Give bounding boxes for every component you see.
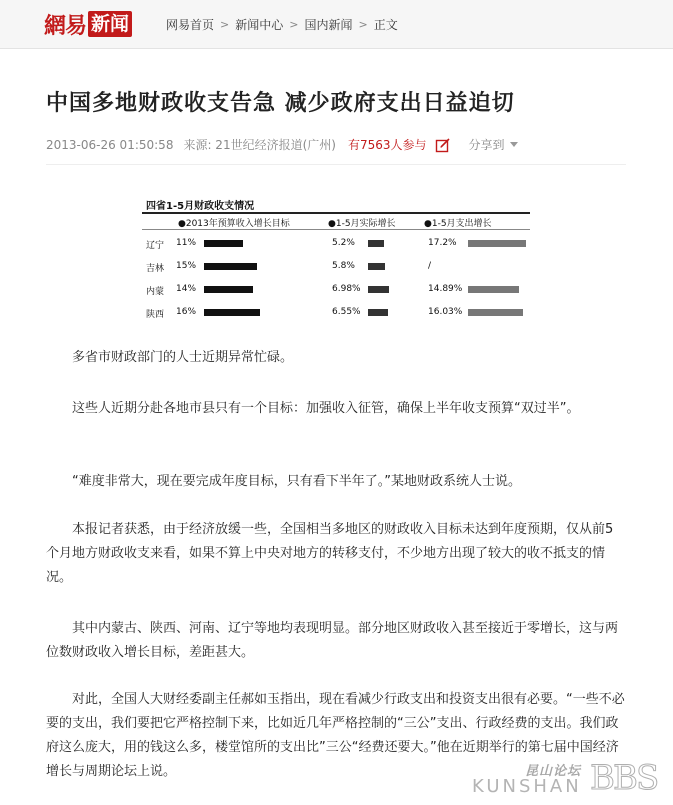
chart-spend-value: 16.03%	[428, 307, 463, 317]
breadcrumb-separator: >	[220, 18, 230, 31]
header-divider	[46, 164, 626, 165]
chart-column-header-actual: ●1-5月实际增长	[328, 219, 396, 229]
breadcrumb-news-center[interactable]: 新闻中心	[235, 18, 284, 32]
chevron-down-icon	[510, 142, 518, 147]
article-paragraph: 多省市财政部门的人士近期异常忙碌。	[72, 350, 294, 365]
chart-row-label: 辽宁	[146, 241, 165, 251]
chart-spend-bar	[468, 286, 519, 293]
article-paragraph: 对此，全国人大财经委副主任郝如玉指出，现在看减少行政支出和投资支出很有必要。“一些不必要的支出，我们要把它严格控制下来，比如近几年严格控制的“三公”支出、行政经费的支出。我们政府这么庞大，用的钱这么多，楼堂馆所的支出比”三公“经费还要大。”他在近期举行的第七届中国经济增长与周期论坛上说。	[46, 692, 625, 779]
chart-actual-value: 6.98%	[332, 284, 361, 294]
chart-column-header-spend: ●1-5月支出增长	[424, 219, 492, 229]
chart-header-separator	[142, 229, 530, 230]
chart-actual-value: 5.2%	[332, 238, 355, 248]
netease-news-logo[interactable]	[44, 9, 132, 39]
breadcrumb-separator: >	[358, 18, 368, 31]
chart-title: 四省1-5月财政收支情况	[146, 201, 255, 212]
chart-budget-value: 16%	[176, 307, 197, 317]
publish-timestamp: 2013-06-26 01:50:58	[46, 137, 174, 152]
chart-actual-bar	[368, 286, 389, 293]
watermark-bbs-text: BBS	[590, 758, 658, 798]
chart-actual-value: 5.8%	[332, 261, 355, 271]
chart-budget-bar	[204, 309, 260, 316]
chart-actual-bar	[368, 309, 388, 316]
chart-spend-value: /	[428, 261, 432, 271]
chart-actual-bar	[368, 240, 384, 247]
participants-count-link[interactable]: 有7563人参与	[347, 138, 427, 152]
chart-row-label: 吉林	[146, 264, 165, 274]
chart-header-rule	[142, 212, 530, 214]
kunshan-bbs-watermark	[470, 760, 670, 802]
chart-actual-value: 6.55%	[332, 307, 361, 317]
article-paragraph: 其中内蒙古、陕西、河南、辽宁等地均表现明显。部分地区财政收入甚至接近于零增长，这与两位数财政收入增长目标，差距甚大。	[46, 621, 619, 660]
chart-column-header-budget: ●2013年预算收入增长目标	[178, 219, 290, 229]
chart-spend-bar	[468, 309, 523, 316]
breadcrumb-domestic-news[interactable]: 国内新闻	[304, 18, 353, 32]
chart-spend-value: 14.89%	[428, 284, 463, 294]
logo-text-netease: 網易	[44, 12, 87, 39]
top-navigation-bar	[0, 0, 673, 49]
logo-text-news: 新闻	[88, 11, 132, 37]
share-dropdown[interactable]	[469, 136, 518, 153]
breadcrumb-separator: >	[289, 18, 299, 31]
watermark-top-text: 昆山论坛	[525, 764, 582, 779]
chart-actual-bar	[368, 263, 385, 270]
chart-row-label: 内蒙	[146, 287, 165, 297]
chart-budget-bar	[204, 263, 257, 270]
watermark-bottom-text: KUNSHAN	[472, 776, 582, 797]
article-paragraph: “难度非常大，现在要完成年度目标，只有看下半年了。”某地财政系统人士说。	[72, 474, 521, 489]
chart-budget-bar	[204, 286, 253, 293]
article-title: 中国多地财政收支告急 减少政府支出日益迫切	[46, 91, 515, 116]
breadcrumb-current-article: 正文	[373, 18, 398, 32]
breadcrumb-netease-home[interactable]: 网易首页	[166, 18, 215, 32]
chart-budget-value: 11%	[176, 238, 197, 248]
share-label: 分享到	[468, 138, 505, 152]
chart-budget-value: 15%	[176, 261, 197, 271]
breadcrumb	[166, 16, 398, 33]
chart-spend-value: 17.2%	[428, 238, 457, 248]
chart-budget-bar	[204, 240, 243, 247]
chart-budget-value: 14%	[176, 284, 197, 294]
chart-row-label: 陕西	[146, 310, 165, 320]
chart-spend-bar	[468, 240, 526, 247]
article-source[interactable]: 来源: 21世纪经济报道(广州)	[183, 138, 336, 152]
article-paragraph: 这些人近期分赴各地市县只有一个目标：加强收入征管，确保上半年收支预算“双过半”。	[72, 401, 580, 416]
article-paragraph: 本报记者获悉，由于经济放缓一些，全国相当多地区的财政收入目标未达到年度预期，仅从前5个月地方财政收支来看，如果不算上中央对地方的转移支付，不少地方出现了较大的收不抵支的情况。	[46, 522, 614, 585]
finance-chart	[142, 193, 534, 325]
article-meta	[46, 136, 518, 153]
comment-edit-icon[interactable]	[435, 137, 451, 153]
